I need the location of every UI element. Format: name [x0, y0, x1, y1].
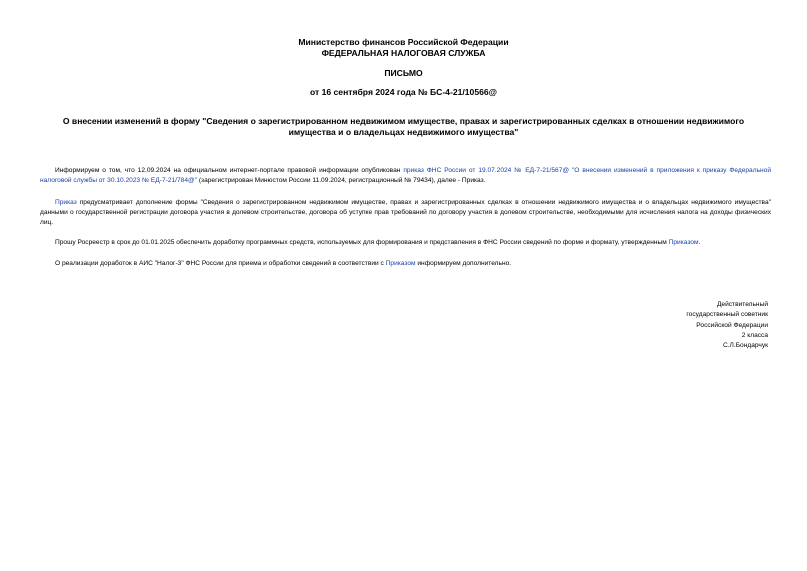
order-link-4[interactable]: Приказом: [385, 260, 416, 267]
signature-title-line-4: 2 класса: [741, 331, 768, 339]
order-link-3[interactable]: Приказом: [668, 239, 699, 246]
paragraph-1-text-after: (зарегистрирован Минюстом России 11.09.2024, регистрационный № 79434), далее - Приказ.: [197, 177, 486, 185]
signatory-name: С.Л.Бондарчук: [722, 342, 768, 350]
signature-title-line-2: государственный советник: [686, 311, 768, 319]
paragraph-2: [40, 198, 771, 229]
order-link-2[interactable]: Приказ: [55, 199, 77, 206]
service-name: ФЕДЕРАЛЬНАЯ НАЛОГОВАЯ СЛУЖБА: [321, 48, 486, 58]
document-subject: О внесении изменений в форму "Сведения о зарегистрированном недвижимом имуществе, правах и зарегистрированных сделках в отношении недвижимого имущества и о владельцах недвижимого имущества": [62, 116, 745, 137]
signature-title-line-3: Российской Федерации: [696, 321, 768, 329]
document-type: ПИСЬМО: [384, 68, 423, 78]
paragraph-4: [40, 259, 771, 269]
paragraph-1: [40, 166, 771, 186]
document-date-number: от 16 сентября 2024 года № БС-4-21/10566@: [309, 87, 498, 97]
signature-block: [686, 300, 768, 351]
signature-title-line-1: Действительный: [716, 301, 768, 308]
paragraph-1-text-before: Информируем о том, что 12.09.2024 на официальном интернет-портале правовой информации опубликован: [55, 167, 404, 174]
paragraph-3-text-after: .: [698, 239, 701, 246]
paragraph-4-text-after: информируем дополнительно.: [415, 260, 512, 267]
ministry-name: Министерство финансов Российской Федерации: [298, 37, 509, 47]
paragraph-3-text-before: Прошу Росреестр в срок до 01.01.2025 обеспечить доработку программных средств, используемых для формирования и представления в ФНС России сведений по форме и формату, утвержденным: [55, 239, 669, 246]
paragraph-3: [40, 238, 771, 248]
order-link[interactable]: приказ ФНС России от 19.07.2024 № ЕД-7-21/567@ "О внесении изменений в приложения к приказу Федеральной налоговой службы от 30.10.2023 № ЕД-7-21/784@": [40, 167, 771, 185]
paragraph-4-text-before: О реализации доработок в АИС "Налог-3" ФНС России для приема и обработки сведений в соответствии с: [55, 260, 386, 267]
paragraph-2-text-after: предусматривает дополнение формы "Сведения о зарегистрированном недвижимом имуществе, правах и зарегистрированных сделках в отношении недвижимого имущества и о владельцах недвижимого имущества" данными о государственной регистрации договора участия в долевом строительстве, договора об уступке прав требований по договору участия в долевом строительстве, необходимыми для исчисления налога на доходы физических лиц.: [40, 199, 771, 227]
